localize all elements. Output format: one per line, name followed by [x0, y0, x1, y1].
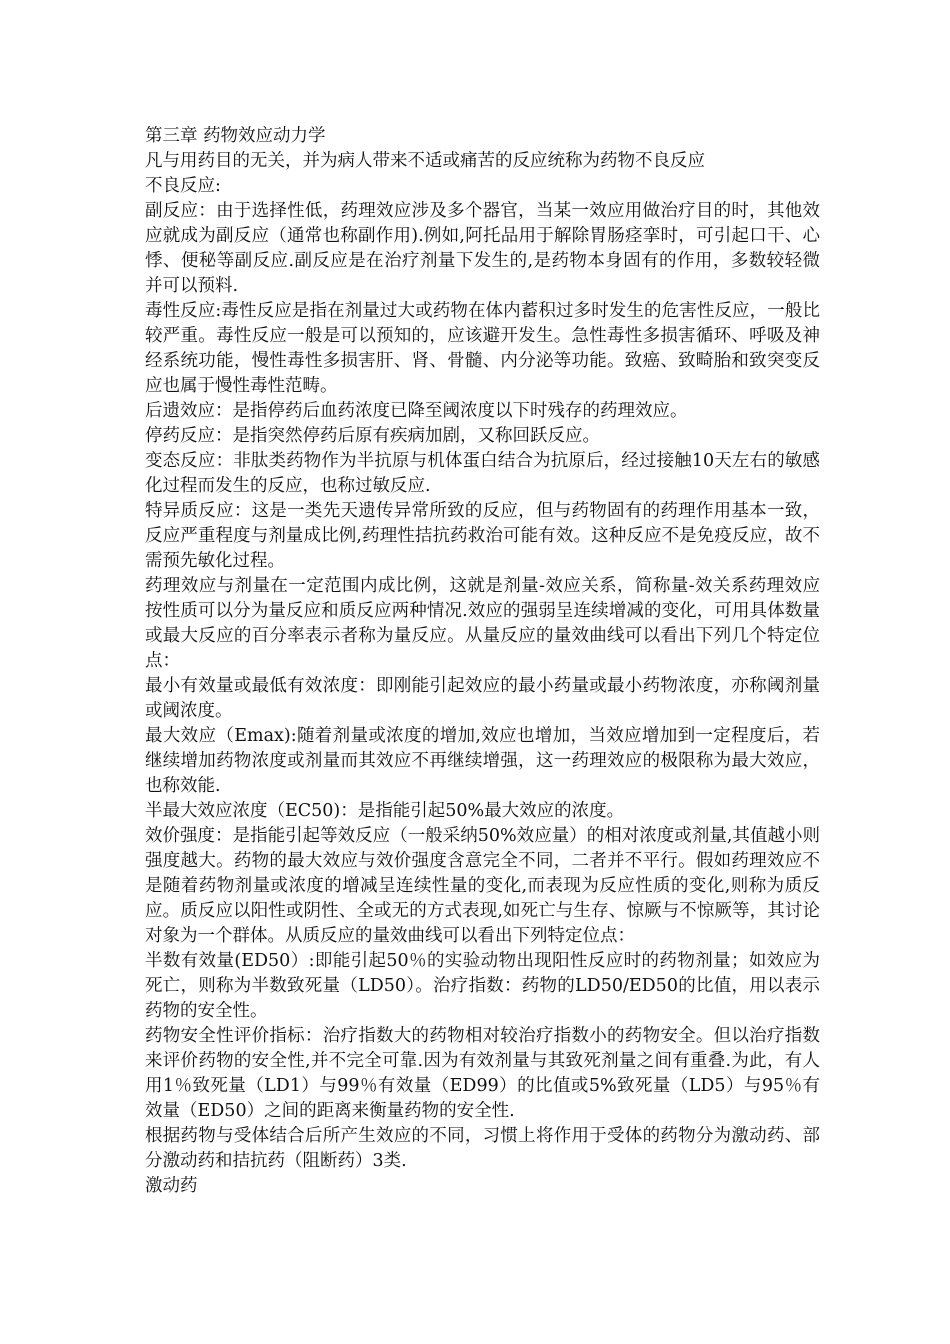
paragraph-receptor-drug-classes: 根据药物与受体结合后所产生效应的不同，习惯上将作用于受体的药物分为激动药、部分激动药和拮抗药（阻断药）3类.: [145, 1126, 820, 1171]
chapter-title: 第三章 药物效应动力学: [145, 126, 326, 146]
paragraph-agonists-heading: 激动药: [145, 1176, 198, 1196]
paragraph-safety-evaluation: 药物安全性评价指标：治疗指数大的药物相对较治疗指数小的药物安全。但以治疗指数来评价药物的安全性,并不完全可靠.因为有效剂量与其致死剂量之间有重叠.为此，有人用1％致死量（LD1）与99％有效量（ED99）的比值或5%致死量（LD5）与95％有效量（ED50）之间的距离来衡量药物的安全性.: [145, 1026, 820, 1121]
document-page: [145, 124, 820, 1199]
paragraph-potency: 效价强度：是指能引起等效反应（一般采纳50%效应量）的相对浓度或剂量,其值越小则强度越大。药物的最大效应与效价强度含意完全不同，二者并不平行。假如药理效应不是随着药物剂量或浓度的增减呈连续性量的变化,而表现为反应性质的变化,则称为质反应。质反应以阳性或阴性、全或无的方式表现,如死亡与生存、惊厥与不惊厥等，其讨论对象为一个群体。从质反应的量效曲线可以看出下列特定位点：: [145, 826, 820, 946]
paragraph-maximum-effect: 最大效应（Emax):随着剂量或浓度的增加,效应也增加，当效应增加到一定程度后，若继续增加药物浓度或剂量而其效应不再继续增强，这一药理效应的极限称为最大效应，也称效能.: [145, 726, 820, 796]
paragraph-dose-effect-relationship: 药理效应与剂量在一定范围内成比例，这就是剂量-效应关系，简称量-效关系药理效应按性质可以分为量反应和质反应两种情况.效应的强弱呈连续增减的变化，可用具体数量或最大反应的百分率表示者称为量反应。从量反应的量效曲线可以看出下列几个特定位点：: [145, 576, 820, 671]
paragraph-adverse-reactions-heading: 不良反应:: [145, 176, 221, 196]
paragraph-adverse-reaction-definition: 凡与用药目的无关，并为病人带来不适或痛苦的反应统称为药物不良反应: [145, 151, 705, 171]
paragraph-allergic-reaction: 变态反应：非肽类药物作为半抗原与机体蛋白结合为抗原后，经过接触10天左右的敏感化过程而发生的反应，也称过敏反应.: [145, 451, 820, 496]
paragraph-idiosyncratic-reaction: 特异质反应：这是一类先天遗传异常所致的反应，但与药物固有的药理作用基本一致，反应严重程度与剂量成比例,药理性拮抗药救治可能有效。这种反应不是免疫反应，故不需预先敏化过程。: [145, 501, 820, 571]
paragraph-ec50: 半最大效应浓度（EC50)：是指能引起50%最大效应的浓度。: [145, 801, 625, 821]
paragraph-ed50: 半数有效量(ED50）:即能引起50％的实验动物出现阳性反应时的药物剂量；如效应为死亡，则称为半数致死量（LD50）。治疗指数：药物的LD50/ED50的比值，用以表示药物的安全性。: [145, 951, 820, 1021]
paragraph-toxic-reaction: 毒性反应:毒性反应是指在剂量过大或药物在体内蓄积过多时发生的危害性反应，一般比较严重。毒性反应一般是可以预知的，应该避开发生。急性毒性多损害循环、呼吸及神经系统功能，慢性毒性多损害肝、肾、骨髓、内分泌等功能。致癌、致畸胎和致突变反应也属于慢性毒性范畴。: [145, 301, 820, 396]
paragraph-withdrawal-reaction: 停药反应：是指突然停药后原有疾病加剧，又称回跃反应。: [145, 426, 600, 446]
paragraph-minimum-effective-dose: 最小有效量或最低有效浓度：即刚能引起效应的最小药量或最小药物浓度，亦称阈剂量或阈浓度。: [145, 676, 820, 721]
paragraph-residual-effect: 后遗效应：是指停药后血药浓度已降至阈浓度以下时残存的药理效应。: [145, 401, 688, 421]
paragraph-side-effect: 副反应：由于选择性低，药理效应涉及多个器官，当某一效应用做治疗目的时，其他效应就成为副反应（通常也称副作用).例如,阿托品用于解除胃肠痉挛时，可引起口干、心悸、便秘等副反应.副反应是在治疗剂量下发生的,是药物本身固有的作用，多数较轻微并可以预料.: [145, 201, 820, 296]
